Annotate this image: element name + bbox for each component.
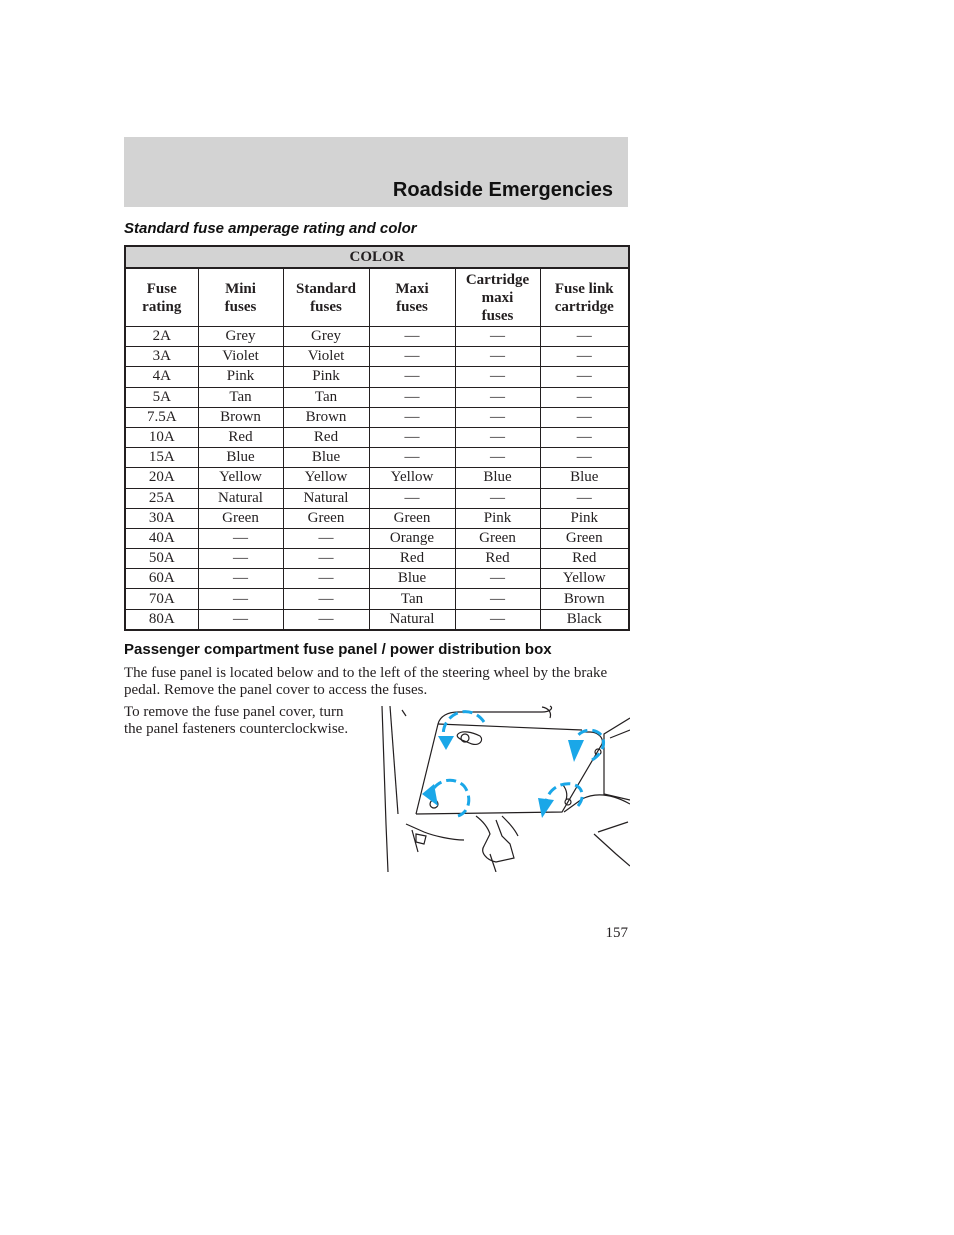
column-header-line: Mini xyxy=(225,280,256,297)
table-cell: Blue xyxy=(455,468,540,488)
table-cell: — xyxy=(455,427,540,447)
column-header-line: rating xyxy=(142,298,182,315)
table-cell: Orange xyxy=(369,528,455,548)
table-cell: — xyxy=(198,528,283,548)
table-cell: Natural xyxy=(283,488,369,508)
table-cell: — xyxy=(369,367,455,387)
table-cell: 25A xyxy=(125,488,198,508)
table-cell: — xyxy=(369,427,455,447)
table-cell: — xyxy=(198,549,283,569)
table-cell: Violet xyxy=(283,347,369,367)
table-cell: Tan xyxy=(369,589,455,609)
section-title: Roadside Emergencies xyxy=(392,179,613,201)
table-cell: Tan xyxy=(198,387,283,407)
table-cell: — xyxy=(540,448,629,468)
table-cell: — xyxy=(455,609,540,630)
column-header xyxy=(125,268,198,327)
table-row xyxy=(125,367,629,387)
table-cell: Blue xyxy=(283,448,369,468)
table-cell: 50A xyxy=(125,549,198,569)
table-cell: Violet xyxy=(198,347,283,367)
table-cell: Tan xyxy=(283,387,369,407)
table-cell: Grey xyxy=(198,327,283,347)
table-cell: Red xyxy=(540,549,629,569)
table-cell: Green xyxy=(369,508,455,528)
table-cell: — xyxy=(369,347,455,367)
table-cell: Yellow xyxy=(198,468,283,488)
table-cell: — xyxy=(283,589,369,609)
table-cell: — xyxy=(369,327,455,347)
table-cell: Green xyxy=(283,508,369,528)
table-cell: — xyxy=(455,569,540,589)
table-cell: Brown xyxy=(283,407,369,427)
fuse-panel-location-text: The fuse panel is located below and to the left of the steering wheel by the brake pedal. Remove the panel cover to access the fuses. xyxy=(124,665,608,698)
table-cell: 15A xyxy=(125,448,198,468)
table-cell: Yellow xyxy=(283,468,369,488)
table-cell: — xyxy=(455,448,540,468)
table-cell: Grey xyxy=(283,327,369,347)
page-number: 157 xyxy=(605,925,628,941)
table-cell: Green xyxy=(198,508,283,528)
table-cell: — xyxy=(369,448,455,468)
table-cell: — xyxy=(455,367,540,387)
column-header-line: Fuse xyxy=(146,280,177,297)
table-cell: — xyxy=(198,589,283,609)
table-cell: Yellow xyxy=(369,468,455,488)
table-cell: Pink xyxy=(540,508,629,528)
table-cell: 5A xyxy=(125,387,198,407)
table-cell: Blue xyxy=(198,448,283,468)
fuse-color-table xyxy=(124,245,630,631)
table-row xyxy=(125,508,629,528)
table-cell: 20A xyxy=(125,468,198,488)
table-row xyxy=(125,468,629,488)
table-cell: 70A xyxy=(125,589,198,609)
table-row xyxy=(125,569,629,589)
column-header-line: Fuse link xyxy=(554,280,614,297)
table-cell: — xyxy=(540,427,629,447)
table-cell: — xyxy=(540,327,629,347)
column-header-line: maxi xyxy=(481,289,514,306)
table-cell: — xyxy=(455,387,540,407)
table-cell: — xyxy=(540,347,629,367)
table-cell: Green xyxy=(455,528,540,548)
table-row xyxy=(125,427,629,447)
table-cell: — xyxy=(369,387,455,407)
table-cell: — xyxy=(283,528,369,548)
column-header-line: Maxi xyxy=(395,280,429,297)
table-row xyxy=(125,609,629,630)
table-cell: 10A xyxy=(125,427,198,447)
table-cell: — xyxy=(540,488,629,508)
table-row xyxy=(125,327,629,347)
column-header xyxy=(455,268,540,327)
table-row xyxy=(125,589,629,609)
table-cell: Red xyxy=(283,427,369,447)
table-cell: 4A xyxy=(125,367,198,387)
column-header xyxy=(540,268,629,327)
table-title: Standard fuse amperage rating and color xyxy=(124,220,417,237)
table-cell: Blue xyxy=(369,569,455,589)
table-cell: Blue xyxy=(540,468,629,488)
column-header xyxy=(283,268,369,327)
table-cell: — xyxy=(198,569,283,589)
column-header-line: Cartridge xyxy=(465,271,530,288)
table-cell: Green xyxy=(540,528,629,548)
fuse-panel-illustration xyxy=(372,704,630,872)
table-row xyxy=(125,448,629,468)
table-cell: 80A xyxy=(125,609,198,630)
table-cell: — xyxy=(369,407,455,427)
table-cell: Yellow xyxy=(540,569,629,589)
table-cell: Pink xyxy=(283,367,369,387)
column-header-line: fuses xyxy=(396,298,428,315)
table-cell: — xyxy=(455,327,540,347)
column-header xyxy=(198,268,283,327)
table-cell: — xyxy=(540,387,629,407)
table-cell: — xyxy=(455,589,540,609)
column-header xyxy=(369,268,455,327)
table-cell: 2A xyxy=(125,327,198,347)
table-row xyxy=(125,488,629,508)
table-cell: — xyxy=(455,488,540,508)
table-cell: Pink xyxy=(455,508,540,528)
table-cell: Red xyxy=(198,427,283,447)
table-row xyxy=(125,407,629,427)
column-header-line: fuses xyxy=(224,298,257,315)
table-cell: 3A xyxy=(125,347,198,367)
cover-removal-instruction: To remove the fuse panel cover, turn the panel fasteners counterclockwise. xyxy=(124,704,349,737)
column-header-line: Standard xyxy=(295,280,357,297)
fuse-panel-heading: Passenger compartment fuse panel / power distribution box xyxy=(124,641,552,658)
table-row xyxy=(125,549,629,569)
header-band xyxy=(124,137,628,207)
table-cell: 30A xyxy=(125,508,198,528)
table-cell: Red xyxy=(369,549,455,569)
table-cell: — xyxy=(283,549,369,569)
table-cell: — xyxy=(369,488,455,508)
table-cell: — xyxy=(283,609,369,630)
table-row xyxy=(125,347,629,367)
table-cell: 7.5A xyxy=(125,407,198,427)
table-cell: — xyxy=(198,609,283,630)
table-cell: — xyxy=(455,407,540,427)
table-cell: 60A xyxy=(125,569,198,589)
table-cell: 40A xyxy=(125,528,198,548)
table-cell: Pink xyxy=(198,367,283,387)
table-row xyxy=(125,528,629,548)
table-cell: Black xyxy=(540,609,629,630)
table-cell: — xyxy=(540,367,629,387)
table-row xyxy=(125,387,629,407)
table-cell: Red xyxy=(455,549,540,569)
table-cell: — xyxy=(455,347,540,367)
table-cell: Natural xyxy=(198,488,283,508)
column-header-line: cartridge xyxy=(554,298,614,315)
table-cell: — xyxy=(540,407,629,427)
table-cell: Natural xyxy=(369,609,455,630)
table-cell: Brown xyxy=(198,407,283,427)
color-group-header: COLOR xyxy=(125,246,629,268)
table-cell: Brown xyxy=(540,589,629,609)
column-header-line: fuses xyxy=(481,307,514,324)
table-cell: — xyxy=(283,569,369,589)
column-header-line: fuses xyxy=(310,298,342,315)
